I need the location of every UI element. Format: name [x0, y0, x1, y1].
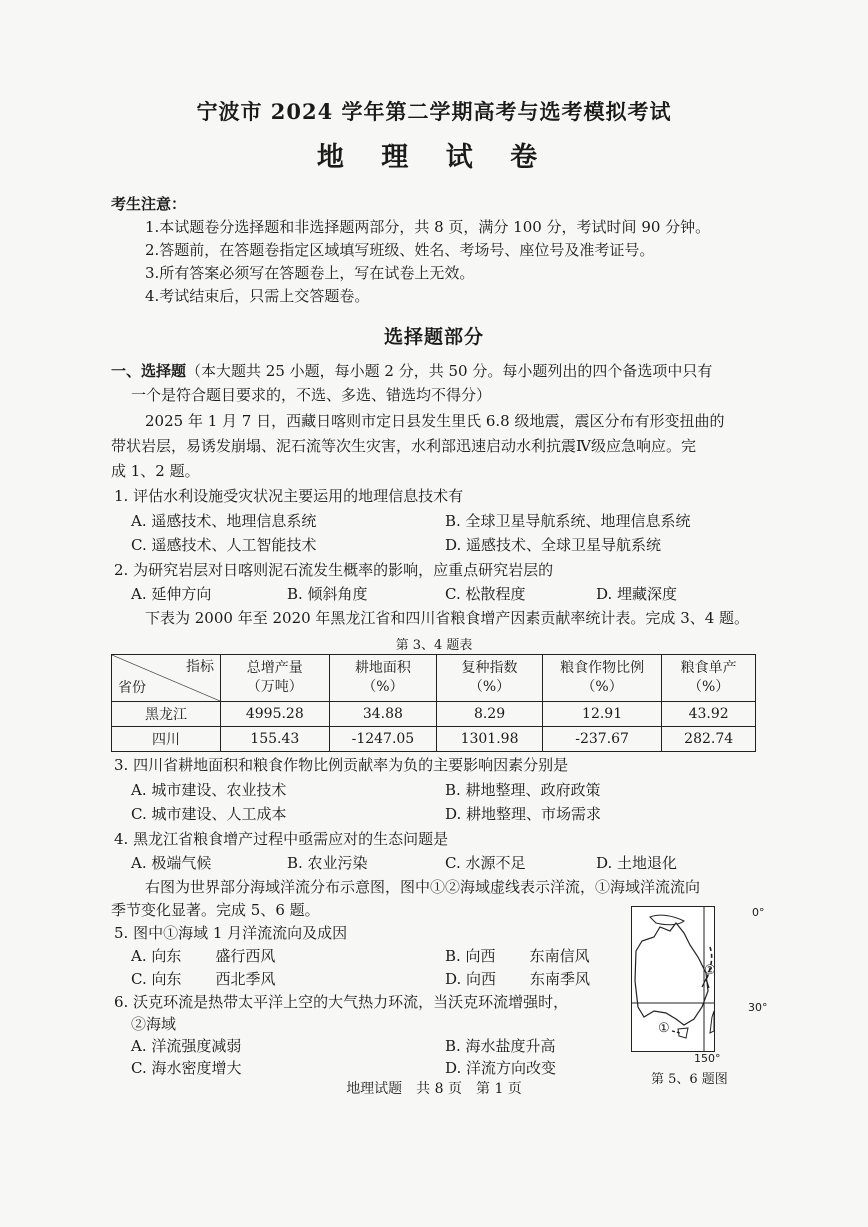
- q4-stem: 4. 黑龙江省粮食增产过程中亟需应对的生态问题是: [114, 830, 449, 848]
- q2-option-d: D. 埋藏深度: [596, 585, 678, 603]
- passage-line: 季节变化显著。完成 5、6 题。: [111, 901, 320, 919]
- section-title: 选择题部分: [383, 326, 484, 348]
- map-mark-2: ②: [704, 963, 716, 978]
- q3-option-a: A. 城市建设、农业技术: [131, 781, 287, 799]
- corner-label-indicator: 指标: [186, 659, 214, 675]
- q5-option-d: D. 向西 东南季风: [445, 970, 591, 988]
- passage-line: 成 1、2 题。: [111, 462, 200, 480]
- q3-option-d: D. 耕地整理、市场需求: [445, 805, 602, 823]
- part1-desc: （本大题共 25 小题，每小题 2 分，共 50 分。每小题列出的四个备选项中只有: [186, 362, 713, 380]
- table-cell: 34.88: [329, 702, 437, 727]
- page-footer: 地理试题 共 8 页 第 1 页: [346, 1081, 522, 1097]
- notice-heading: 考生注意：: [111, 195, 187, 213]
- notice-item: 3.所有答案必须写在答题卷上，写在试卷上无效。: [145, 264, 475, 282]
- map-lat-0: 0°: [752, 906, 765, 919]
- part1-label: 一、选择题: [111, 362, 187, 380]
- q6-stem: 6. 沃克环流是热带太平洋上空的大气热力环流，当沃克环流增强时，: [114, 993, 569, 1011]
- table-header-cell: 粮食单产 （%）: [662, 655, 756, 702]
- q1-stem: 1. 评估水利设施受灾状况主要运用的地理信息技术有: [114, 487, 464, 505]
- part1-desc-cont: 一个是符合题目要求的，不选、多选、错选均不得分）: [131, 386, 492, 404]
- table-row: [112, 702, 756, 727]
- q6-stem-cont: ②海域: [131, 1015, 177, 1033]
- table-header-cell: 粮食作物比例 （%）: [542, 655, 661, 702]
- table-cell-province: 黑龙江: [112, 702, 221, 727]
- q5-option-c: C. 向东 西北季风: [131, 970, 276, 988]
- q2-stem: 2. 为研究岩层对日喀则泥石流发生概率的影响，应重点研究岩层的: [114, 561, 554, 579]
- q5-option-b: B. 向西 东南信风: [445, 947, 590, 965]
- table-header-row: [112, 655, 756, 702]
- q4-option-d: D. 土地退化: [596, 854, 678, 872]
- q3-option-c: C. 城市建设、人工成本: [131, 805, 287, 823]
- table-cell: -1247.05: [329, 727, 437, 752]
- notice-item: 2.答题前，在答题卷指定区域填写班级、姓名、考场号、座位号及准考证号。: [145, 241, 655, 259]
- q2-option-c: C. 松散程度: [445, 585, 526, 603]
- part1-instructions: [111, 360, 712, 382]
- table-cell: 43.92: [662, 702, 756, 727]
- table-header-cell: 耕地面积 （%）: [329, 655, 437, 702]
- passage-line: 带状岩层，易诱发崩塌、泥石流等次生灾害，水利部迅速启动水利抗震Ⅳ级应急响应。完: [111, 437, 696, 455]
- table-cell: 8.29: [437, 702, 543, 727]
- q1-option-c: C. 遥感技术、人工智能技术: [131, 536, 317, 554]
- table-row: [112, 727, 756, 752]
- map-graphic: [632, 907, 714, 1051]
- ocean-current-map: [631, 906, 715, 1052]
- map-caption: 第 5、6 题图: [651, 1072, 728, 1087]
- q3-stem: 3. 四川省耕地面积和粮食作物比例贡献率为负的主要影响因素分别是: [114, 756, 569, 774]
- q2-option-b: B. 倾斜角度: [287, 585, 368, 603]
- table-header-cell: 复种指数 （%）: [437, 655, 543, 702]
- q4-option-a: A. 极端气候: [131, 854, 212, 872]
- q1-option-d: D. 遥感技术、全球卫星导航系统: [445, 536, 662, 554]
- table-cell: 12.91: [542, 702, 661, 727]
- table-cell: -237.67: [542, 727, 661, 752]
- passage-line: 下表为 2000 年至 2020 年黑龙江省和四川省粮食增产因素贡献率统计表。完成 3、4 题。: [145, 609, 750, 627]
- table-cell: 155.43: [221, 727, 330, 752]
- map-mark-1: ①: [658, 1021, 670, 1036]
- exam-title: 宁波市 2024 学年第二学期高考与选考模拟考试: [196, 99, 672, 124]
- table-header-cell: 总增产量 （万吨）: [221, 655, 330, 702]
- q6-option-a: A. 洋流强度减弱: [131, 1037, 242, 1055]
- notice-item: 4.考试结束后，只需上交答题卷。: [145, 287, 370, 305]
- data-table: [111, 654, 756, 752]
- passage-line: 右图为世界部分海域洋流分布示意图，图中①②海域虚线表示洋流，①海域洋流流向: [145, 878, 701, 896]
- q6-option-d: D. 洋流方向改变: [445, 1059, 557, 1077]
- map-lon-150: 150°: [694, 1052, 721, 1065]
- passage-line: 2025 年 1 月 7 日，西藏日喀则市定日县发生里氏 6.8 级地震，震区分布有形变扭曲的: [145, 412, 725, 430]
- q4-option-b: B. 农业污染: [287, 854, 368, 872]
- q5-stem: 5. 图中①海域 1 月洋流流向及成因: [114, 924, 348, 942]
- corner-label-province: 省份: [118, 680, 146, 696]
- notice-item: 1.本试题卷分选择题和非选择题两部分，共 8 页，满分 100 分，考试时间 90 分钟。: [145, 218, 711, 236]
- table-cell-province: 四川: [112, 727, 221, 752]
- table-caption: 第 3、4 题表: [395, 638, 473, 653]
- q1-option-b: B. 全球卫星导航系统、地理信息系统: [445, 512, 691, 530]
- table-cell: 1301.98: [437, 727, 543, 752]
- q1-option-a: A. 遥感技术、地理信息系统: [131, 512, 317, 530]
- q2-option-a: A. 延伸方向: [131, 585, 212, 603]
- map-lat-30: 30°: [748, 1001, 768, 1014]
- table-cell: 4995.28: [221, 702, 330, 727]
- q6-option-c: C. 海水密度增大: [131, 1059, 242, 1077]
- q4-option-c: C. 水源不足: [445, 854, 526, 872]
- table-corner-cell: [112, 655, 221, 702]
- q6-option-b: B. 海水盐度升高: [445, 1037, 556, 1055]
- table-cell: 282.74: [662, 727, 756, 752]
- subject-title: 地 理 试 卷: [316, 142, 552, 173]
- q3-option-b: B. 耕地整理、政府政策: [445, 781, 601, 799]
- q5-option-a: A. 向东 盛行西风: [131, 947, 276, 965]
